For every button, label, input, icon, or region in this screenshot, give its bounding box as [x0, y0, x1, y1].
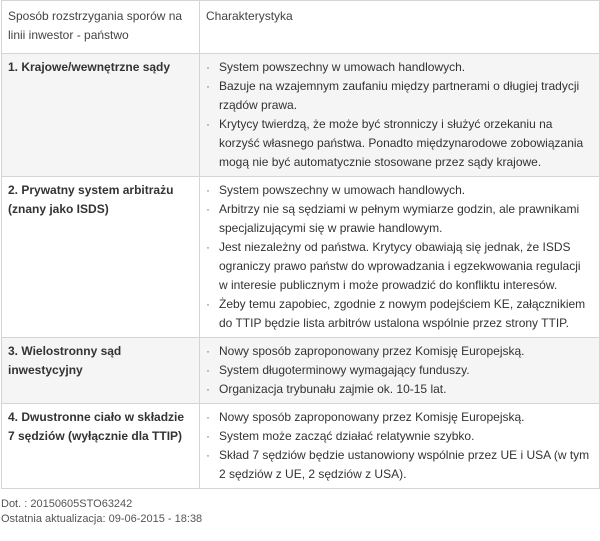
- last-updated: Ostatnia aktualizacja: 09-06-2015 - 18:38: [1, 513, 203, 525]
- bullet-icon: ·: [206, 117, 210, 131]
- list-item: · Żeby temu zapobiec, zgodnie z nowym podejściem KE, załącznikiem do TTIP będzie lista arbitrów ustalona wspólnie przez strony TTIP.: [206, 297, 586, 330]
- article-meta: [1, 497, 600, 527]
- row-label: 3. Wielostronny sąd inwestycyjny: [2, 338, 200, 404]
- header-characteristics: Charakterystyka: [200, 1, 600, 54]
- list-item: · Arbitrzy nie są sędziami w pełnym wymiarze godzin, ale prawnikami specjalizującymi się w prawie handlowym.: [206, 202, 580, 235]
- bullet-icon: ·: [206, 382, 210, 396]
- list-item: · System może zacząć działać relatywnie szybko.: [206, 427, 591, 446]
- list-item: · Organizacja trybunału zajmie ok. 10-15 lat.: [206, 380, 591, 399]
- list-item: · Krytycy twierdzą, że może być stronniczy i służyć orzekaniu na korzyść własnego państwa. Ponadto międzynarodowe zobowiązania mogą nie być automatycznie stosowane przez sądy krajowe.: [206, 117, 584, 169]
- bullet-icon: ·: [206, 363, 210, 377]
- row-characteristics: [200, 338, 600, 404]
- header-method: Sposób rozstrzygania sporów na linii inwestor - państwo: [2, 1, 200, 54]
- list-item: · System powszechny w umowach handlowych.: [206, 181, 591, 200]
- bullet-icon: ·: [206, 410, 210, 424]
- table-header-row: [2, 1, 600, 54]
- row-label: 1. Krajowe/wewnętrzne sądy: [2, 54, 200, 177]
- list-item: · System powszechny w umowach handlowych.: [206, 58, 591, 77]
- row-characteristics: [200, 404, 600, 489]
- list-item: · Jest niezależny od państwa. Krytycy obawiają się jednak, że ISDS ograniczy prawo państw do wprowadzania i egzekwowania regulacji w interesie publicznym i może prowadzić do konfliktu interesów.: [206, 240, 581, 292]
- list-item: · Nowy sposób zaproponowany przez Komisję Europejską.: [206, 408, 591, 427]
- bullet-icon: ·: [206, 240, 210, 254]
- reference-id: Dot. : 20150605STO63242: [1, 498, 133, 510]
- list-item: · System długoterminowy wymagający funduszy.: [206, 361, 591, 380]
- dispute-resolution-table: [1, 0, 600, 489]
- bullet-icon: ·: [206, 344, 210, 358]
- list-item: · Nowy sposób zaproponowany przez Komisję Europejską.: [206, 342, 591, 361]
- row-characteristics: [200, 177, 600, 338]
- bullet-icon: ·: [206, 448, 210, 462]
- table-row: [2, 338, 600, 404]
- row-label: 4. Dwustronne ciało w składzie 7 sędziów (wyłącznie dla TTIP): [2, 404, 200, 489]
- table-row: [2, 54, 600, 177]
- table-row: [2, 177, 600, 338]
- bullet-icon: ·: [206, 60, 210, 74]
- list-item: · Bazuje na wzajemnym zaufaniu między partnerami o długiej tradycji rządów prawa.: [206, 79, 580, 112]
- row-label: 2. Prywatny system arbitrażu (znany jako ISDS): [2, 177, 200, 338]
- bullet-icon: ·: [206, 202, 210, 216]
- table-row: [2, 404, 600, 489]
- row-characteristics: [200, 54, 600, 177]
- bullet-icon: ·: [206, 429, 210, 443]
- list-item: · Skład 7 sędziów będzie ustanowiony wspólnie przez UE i USA (w tym 2 sędziów z UE, 2 sędziów z USA).: [206, 448, 590, 481]
- bullet-icon: ·: [206, 79, 210, 93]
- bullet-icon: ·: [206, 297, 210, 311]
- bullet-icon: ·: [206, 183, 210, 197]
